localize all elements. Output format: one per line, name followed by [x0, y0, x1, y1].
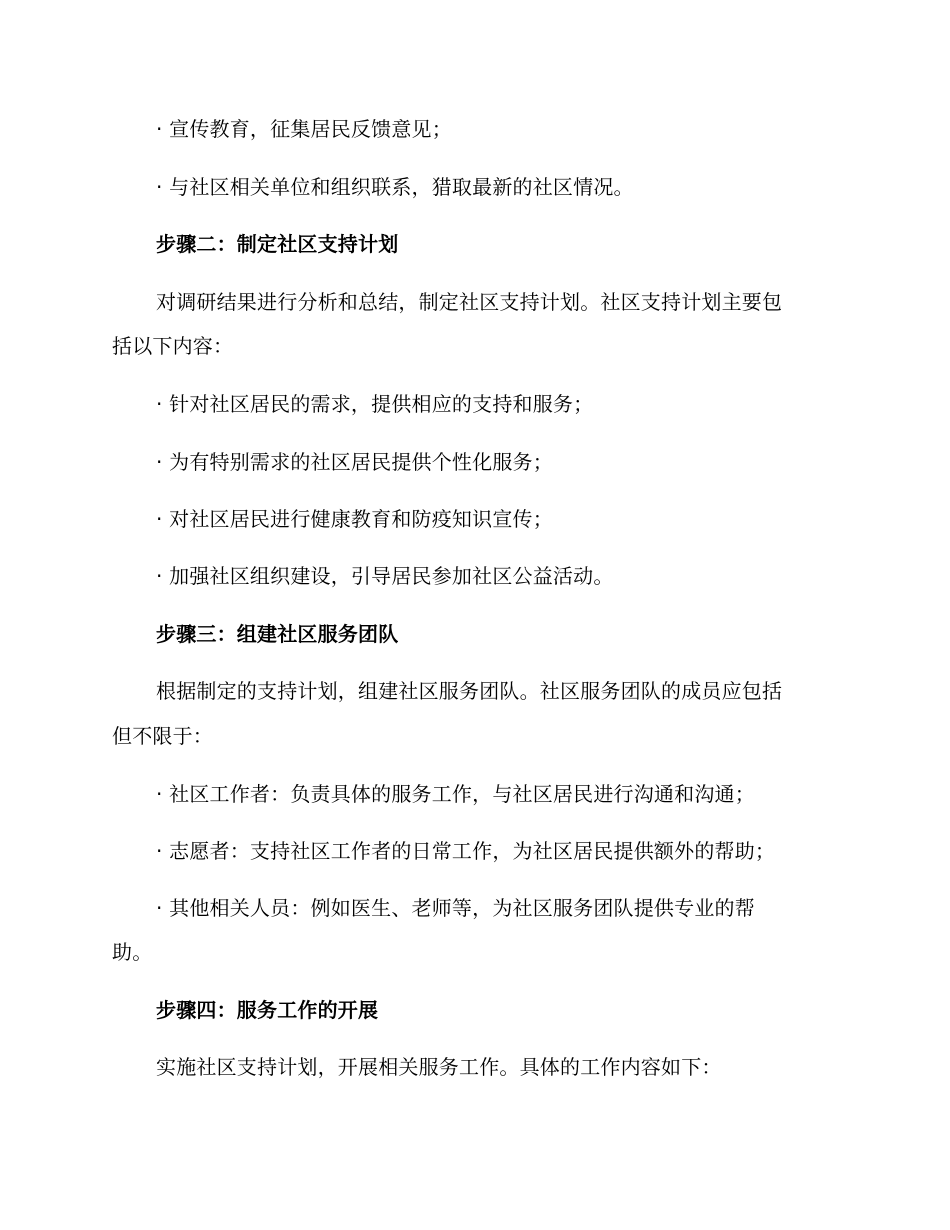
- paragraph-line: 实施社区支持计划，开展相关服务工作。具体的工作内容如下：: [156, 1055, 722, 1079]
- bullet-item: · 与社区相关单位和组织联系，猎取最新的社区情况。: [156, 175, 634, 199]
- paragraph-line: 对调研结果进行分析和总结，制定社区支持计划。社区支持计划主要包: [156, 290, 783, 314]
- bullet-item: · 志愿者：支持社区工作者的日常工作，为社区居民提供额外的帮助；: [156, 839, 776, 863]
- section-heading-step-4: 步骤四：服务工作的开展: [156, 998, 379, 1022]
- bullet-item: · 加强社区组织建设，引导居民参加社区公益活动。: [156, 564, 614, 588]
- bullet-item: · 其他相关人员：例如医生、老师等，为社区服务团队提供专业的帮: [156, 896, 755, 920]
- bullet-item-continuation: 助。: [112, 940, 153, 964]
- bullet-item: · 对社区居民进行健康教育和防疫知识宣传；: [156, 507, 553, 531]
- bullet-item: · 为有特别需求的社区居民提供个性化服务；: [156, 450, 553, 474]
- bullet-item: · 社区工作者：负责具体的服务工作，与社区居民进行沟通和沟通；: [156, 782, 755, 806]
- bullet-item: · 宣传教育，征集居民反馈意见；: [156, 117, 452, 141]
- section-heading-step-3: 步骤三：组建社区服务团队: [156, 622, 399, 646]
- section-heading-step-2: 步骤二：制定社区支持计划: [156, 232, 399, 256]
- paragraph-line: 但不限于：: [112, 724, 213, 748]
- bullet-item: · 针对社区居民的需求，提供相应的支持和服务；: [156, 392, 594, 416]
- paragraph-line: 根据制定的支持计划，组建社区服务团队。社区服务团队的成员应包括: [156, 679, 783, 703]
- paragraph-line: 括以下内容：: [112, 334, 234, 358]
